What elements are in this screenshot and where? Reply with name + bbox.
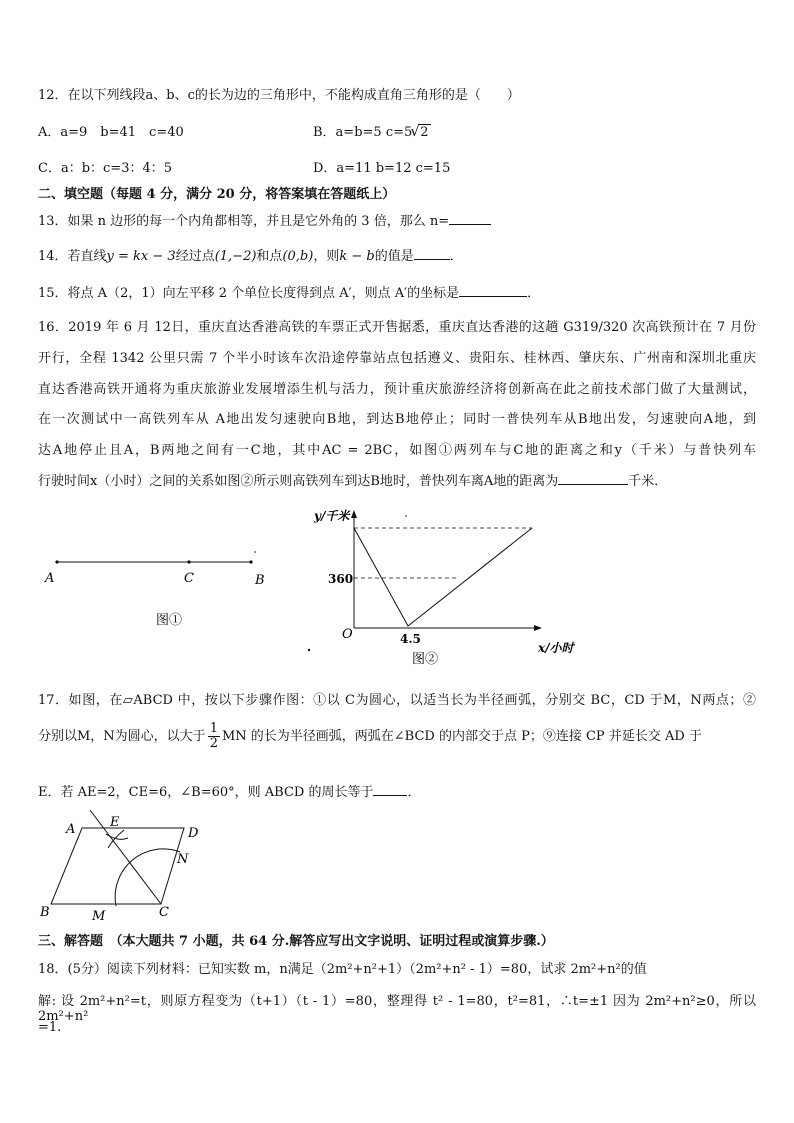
q13-answer-blank[interactable] — [449, 212, 491, 225]
label-a: A — [45, 571, 55, 586]
point-a — [55, 560, 58, 563]
arc-from-c — [115, 849, 180, 906]
q12-option-b-sqrt: 2 — [420, 125, 429, 140]
origin-label: O — [342, 627, 353, 642]
q14-mid2: ，则 — [313, 249, 340, 264]
q12-stem: 12．在以下列线段a、b、c的长为边的三角形中，不能构成直角三角形的是（ ） — [38, 88, 520, 103]
label-b: B — [40, 905, 50, 920]
q17-line-3 — [38, 781, 420, 800]
q16-line-6-end: 千米． — [628, 474, 668, 489]
section-2-heading: 二、填空题（每题 4 分，满分 20 分，将答案填在答题纸上） — [38, 187, 396, 202]
figure-1-segment — [38, 548, 278, 638]
q16-line-5: 达A地停止且A，B两地之间有一C地，其中AC = 2BC，如图①两列车与C地的距离之和y（千米）与普快列车 — [38, 443, 756, 458]
q14-point1: (1,−2) — [214, 249, 257, 264]
q16-line-3: 直达香港高铁开通将为重庆旅游业发展增添生机与活力，预计重庆旅游经济将创新高在此之前技术部门做了大量测试， — [38, 382, 756, 397]
x-tick-4-5: 4.5 — [400, 632, 421, 646]
q17-line-1: 17．如图，在▱ABCD 中，按以下步骤作图：①以 C为圆心，以适当长为半径画弧，分别交 BC，CD 于M，N两点；② — [38, 693, 756, 708]
stray-dot — [254, 551, 256, 553]
line-ce-extended — [90, 810, 161, 904]
q18-line-3: =1. — [38, 1020, 62, 1035]
y-axis-arrow — [351, 510, 357, 518]
q14-answer-blank[interactable] — [414, 247, 450, 260]
q13-stem: 13．如果 n 边形的每一个内角都相等，并且是它外角的 3 倍，那么 n= — [38, 214, 450, 229]
q17-line-2-pre: 分别以M，N为圆心，以大于 — [38, 729, 206, 744]
fraction-one-half — [208, 722, 220, 751]
label-d: D — [188, 826, 199, 841]
q14-text — [38, 245, 463, 264]
point-c — [187, 560, 190, 563]
q17-line-2 — [38, 722, 702, 751]
q14-end: ． — [449, 249, 463, 264]
y-axis-label: y/千米 — [314, 509, 350, 523]
label-m: M — [92, 909, 106, 924]
figure-2-caption: 图② — [412, 652, 439, 667]
point-b — [249, 560, 252, 563]
q14-expression: k − b — [339, 249, 375, 264]
q16-answer-blank[interactable] — [558, 472, 628, 485]
label-a: A — [66, 822, 76, 837]
q15-end: ． — [527, 286, 541, 301]
q12-option-d: D．a=11 b=12 c=15 — [313, 161, 451, 176]
q18-line-1: 18．(5分）阅读下列材料：已知实数 m，n满足（2m²+n²+1）（2m²+n² - 1）=80，试求 2m²+n²的值 — [38, 962, 647, 977]
q14-and: 和点 — [256, 249, 283, 264]
label-c: C — [184, 571, 194, 586]
q14-pre: 14．若直线 — [38, 249, 107, 264]
q12-option-c: C．a：b：c=3：4：5 — [38, 161, 173, 176]
fraction-denominator: 2 — [209, 736, 218, 751]
q17-line-3-end: ． — [407, 785, 421, 800]
q17-answer-blank[interactable] — [373, 783, 407, 796]
q16-line-1: 16．2019 年 6 月 12日，重庆直达香港高铁的车票正式开售据悉，重庆直达香港的这趟 G319/320 次高铁预计在 7 月份 — [38, 320, 756, 335]
q14-point2: (0,b) — [282, 249, 314, 264]
q17-line-3-text: E．若 AE=2，CE=6，∠B=60°，则 ABCD 的周长等于 — [38, 785, 374, 800]
label-n: N — [177, 852, 189, 867]
fraction-numerator: 1 — [209, 721, 218, 736]
q14-post: 的值是 — [374, 249, 414, 264]
q15-stem: 15．将点 A（2，1）向左平移 2 个单位长度得到点 A′，则点 A′的坐标是 — [38, 286, 460, 301]
label-e: E — [110, 815, 120, 830]
x-axis-arrow — [534, 625, 542, 631]
q17-line-2-post: MN 的长为半径画弧，两弧在∠BCD 的内部交于点 P；⑨连接 CP 并延长交 AD 于 — [221, 729, 702, 744]
x-axis-label: x/小时 — [538, 641, 574, 655]
graph-polyline — [354, 528, 532, 626]
stray-dot-top — [405, 515, 407, 517]
q18-line-2: 解: 设 2m²+n²=t，则原方程变为（t+1）（t - 1）=80，整理得 t² - 1=80，t²=81，∴t=±1 因为 2m²+n²≥0，所以 2m²+n² — [38, 994, 756, 1024]
q12-option-b — [313, 121, 431, 140]
q12-option-b-text: B．a=b=5 c=5 — [313, 125, 413, 140]
y-tick-360: 360 — [328, 572, 354, 586]
q12-option-a: A．a=9 b=41 c=40 — [38, 125, 184, 140]
sqrt-symbol: √ 2 — [410, 122, 429, 140]
label-c: C — [159, 905, 169, 920]
q15-answer-blank[interactable] — [459, 284, 527, 297]
figure-1-caption: 图① — [156, 613, 183, 628]
q16-line-6-text: 行驶时间x（小时）之间的关系如图②所示则高铁列车到达B地时，普快列车离A地的距离为 — [38, 474, 559, 489]
q13-text — [38, 210, 491, 229]
q14-mid: 经过点 — [175, 249, 215, 264]
figure-2-graph — [300, 502, 590, 674]
figure-3-parallelogram — [38, 808, 218, 924]
q16-line-6 — [38, 470, 667, 489]
label-b: B — [255, 573, 265, 588]
section-3-heading: 三、解答题 （本大题共 7 小题，共 64 分.解答应写出文字说明、证明过程或演算步骤.） — [38, 934, 554, 949]
q16-line-4: 在一次测试中一高铁列车从 A地出发匀速驶向B地，到达B地停止；同时一普快列车从B地出发，匀速驶向A地，到 — [38, 412, 756, 427]
q15-text — [38, 282, 540, 301]
stray-dot-left — [308, 649, 310, 651]
q16-line-2: 开行，全程 1342 公里只需 7 个半小时该车次沿途停靠站点包括遵义、贵阳东、桂林西、肇庆东、广州南和深圳北重庆 — [38, 351, 756, 366]
q14-equation: y = kx − 3 — [106, 249, 176, 264]
